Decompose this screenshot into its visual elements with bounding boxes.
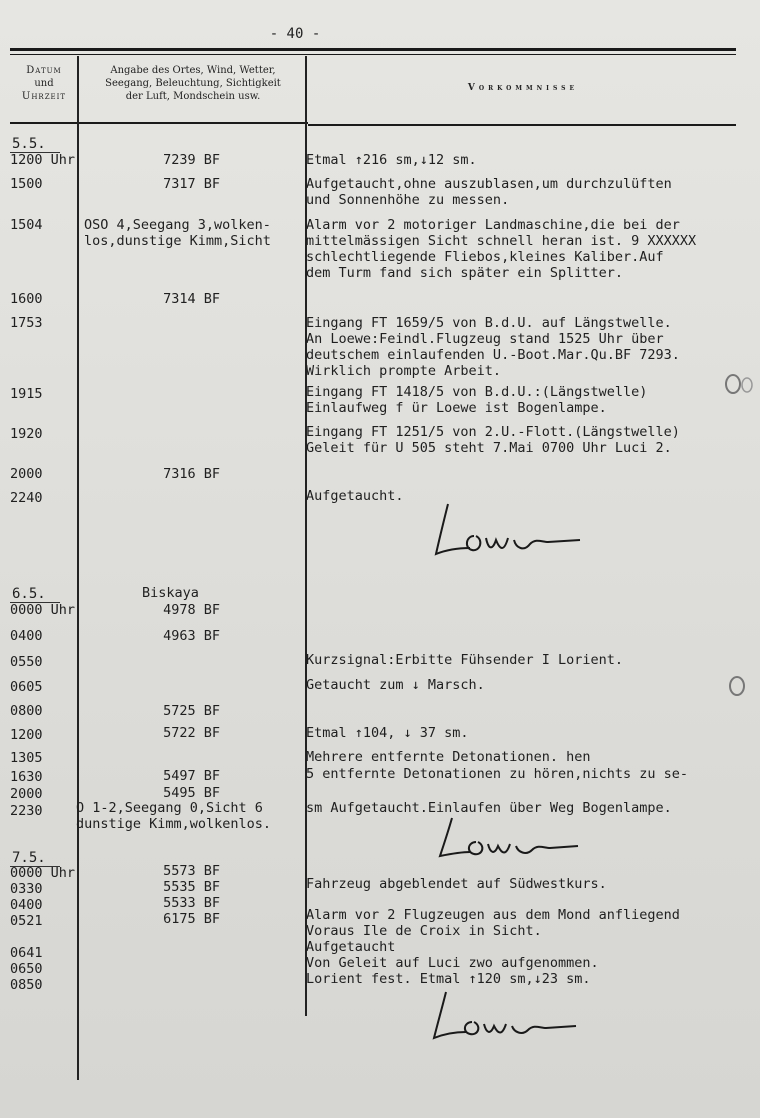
- entry-event-line: Von Geleit auf Luci zwo aufgenommen.: [306, 955, 599, 971]
- entry-event-line: Fahrzeug abgeblendet auf Südwestkurs.: [306, 876, 607, 892]
- entry-time: 0550: [10, 654, 43, 670]
- entry-position: 5533 BF: [163, 895, 220, 911]
- entry-event-line: Eingang FT 1659/5 von B.d.U. auf Längstwelle.: [306, 315, 672, 331]
- header-col-datum: [10, 64, 78, 103]
- entry-time: 1305: [10, 750, 43, 766]
- entry-event-line: mittelmässigen Sicht schnell heran ist. 9 XXXXXX: [306, 233, 697, 249]
- entry-event-line: Etmal ↑216 sm,↓12 sm.: [306, 152, 477, 168]
- entry-time: 1200: [10, 727, 43, 743]
- day-date: 5.5.: [12, 136, 46, 152]
- entry-time: 2230: [10, 803, 43, 819]
- header-rule: [10, 122, 308, 124]
- entry-time: 1200 Uhr: [10, 152, 76, 168]
- entry-time: 0800: [10, 703, 43, 719]
- entry-time: 0000 Uhr: [10, 602, 76, 618]
- entry-event-line: Lorient fest. Etmal ↑120 sm,↓23 sm.: [306, 971, 591, 987]
- entry-event-line: deutschem einlaufenden U.-Boot.Mar.Qu.BF 7293.: [306, 347, 680, 363]
- entry-time: 1920: [10, 426, 43, 442]
- entry-event-line: Aufgetaucht: [306, 939, 396, 955]
- entry-event-line: An Loewe:Feindl.Flugzeug stand 1525 Uhr über: [306, 331, 664, 347]
- entry-time: 0521: [10, 913, 43, 929]
- entry-event-line: Getaucht zum ↓ Marsch.: [306, 677, 485, 693]
- entry-event-line: sm Aufgetaucht.Einlaufen über Weg Bogenlampe.: [306, 800, 672, 816]
- entry-position: 5573 BF: [163, 863, 220, 879]
- entry-event-line: Aufgetaucht,ohne auszublasen,um durchzulüften: [306, 176, 672, 192]
- entry-event-line: Kurzsignal:Erbitte Fühsender I Lorient.: [306, 652, 623, 668]
- entry-event-line: Mehrere entfernte Detonationen. hen: [306, 749, 591, 765]
- header-rule-right: [308, 124, 736, 126]
- entry-time: 2000: [10, 466, 43, 482]
- header-datum-line: und: [34, 78, 54, 89]
- entry-time: 1915: [10, 386, 43, 402]
- entry-weather-line: dunstige Kimm,wolkenlos.: [76, 816, 272, 832]
- entry-position: 6175 BF: [163, 911, 220, 927]
- header-col-vorkommnisse: Vorkommnisse: [467, 83, 579, 93]
- entry-time: 0400: [10, 897, 43, 913]
- page-number: - 40 -: [269, 26, 321, 42]
- entry-event-line: Voraus Ile de Croix in Sicht.: [306, 923, 542, 939]
- entry-event-line: 5 entfernte Detonationen zu hören,nichts zu se-: [306, 766, 689, 782]
- entry-position: 5535 BF: [163, 879, 220, 895]
- entry-position: 5725 BF: [163, 703, 220, 719]
- header-ort-line: der Luft, Mondschein usw.: [125, 91, 261, 102]
- day-date: 7.5.: [12, 850, 46, 866]
- column-divider-left: [77, 56, 79, 1080]
- entry-time: 1753: [10, 315, 43, 331]
- entry-event-line: Aufgetaucht.: [306, 488, 404, 504]
- punch-hole-icon: [726, 674, 748, 698]
- entry-time: 1630: [10, 769, 43, 785]
- entry-event-line: Eingang FT 1418/5 von B.d.U.:(Längstwelle): [306, 384, 648, 400]
- header-datum-line: Datum: [26, 65, 62, 76]
- entry-weather-line: los,dunstige Kimm,Sicht: [84, 233, 271, 249]
- entry-position: 4978 BF: [163, 602, 220, 618]
- entry-position: 7317 BF: [163, 176, 220, 192]
- commander-signature: [436, 814, 586, 866]
- entry-time: 2240: [10, 490, 43, 506]
- entry-event-line: Alarm vor 2 motoriger Landmaschine,die bei der: [306, 217, 680, 233]
- top-rule-thin: [10, 54, 736, 55]
- entry-time: 0400: [10, 628, 43, 644]
- commander-signature: [428, 988, 584, 1048]
- entry-position: 5497 BF: [163, 768, 220, 784]
- entry-event-line: Geleit für U 505 steht 7.Mai 0700 Uhr Luci 2.: [306, 440, 672, 456]
- header-ort-line: Seegang, Beleuchtung, Sichtigkeit: [105, 78, 281, 89]
- entry-event-line: Etmal ↑104, ↓ 37 sm.: [306, 725, 469, 741]
- header-datum-line: Uhrzeit: [21, 91, 67, 102]
- header-ort-line: Angabe des Ortes, Wind, Wetter,: [110, 65, 276, 76]
- entry-position: 5495 BF: [163, 785, 220, 801]
- entry-time: 2000: [10, 786, 43, 802]
- entry-time: 0330: [10, 881, 43, 897]
- header-col-ort: [80, 64, 306, 103]
- entry-time: 1504: [10, 217, 43, 233]
- entry-event-line: und Sonnenhöhe zu messen.: [306, 192, 510, 208]
- entry-position: 7239 BF: [163, 152, 220, 168]
- entry-event-line: schlechtliegende Fliebos,kleines Kaliber.Auf: [306, 249, 664, 265]
- entry-time: 0000 Uhr: [10, 865, 76, 881]
- top-rule: [10, 48, 736, 51]
- entry-event-line: Wirklich prompte Arbeit.: [306, 363, 502, 379]
- day-date: 6.5.: [12, 586, 46, 602]
- region-label: Biskaya: [142, 585, 199, 601]
- entry-time: 0641: [10, 945, 43, 961]
- entry-time: 0650: [10, 961, 43, 977]
- entry-time: 1500: [10, 176, 43, 192]
- entry-position: 4963 BF: [163, 628, 220, 644]
- entry-position: 7316 BF: [163, 466, 220, 482]
- entry-weather-line: OSO 4,Seegang 3,wolken-: [84, 217, 271, 233]
- entry-event-line: Alarm vor 2 Flugzeugen aus dem Mond anfliegend: [306, 907, 680, 923]
- entry-position: 7314 BF: [163, 291, 220, 307]
- entry-position: 5722 BF: [163, 725, 220, 741]
- entry-time: 0850: [10, 977, 43, 993]
- entry-weather-line: O 1-2,Seegang 0,Sicht 6: [76, 800, 263, 816]
- entry-event-line: Einlaufweg f ür Loewe ist Bogenlampe.: [306, 400, 607, 416]
- commander-signature: [430, 496, 590, 566]
- punch-hole-icon: [724, 372, 754, 396]
- entry-time: 1600: [10, 291, 43, 307]
- entry-event-line: Eingang FT 1251/5 von 2.U.-Flott.(Längstwelle): [306, 424, 680, 440]
- entry-time: 0605: [10, 679, 43, 695]
- entry-event-line: dem Turm fand sich später ein Splitter.: [306, 265, 623, 281]
